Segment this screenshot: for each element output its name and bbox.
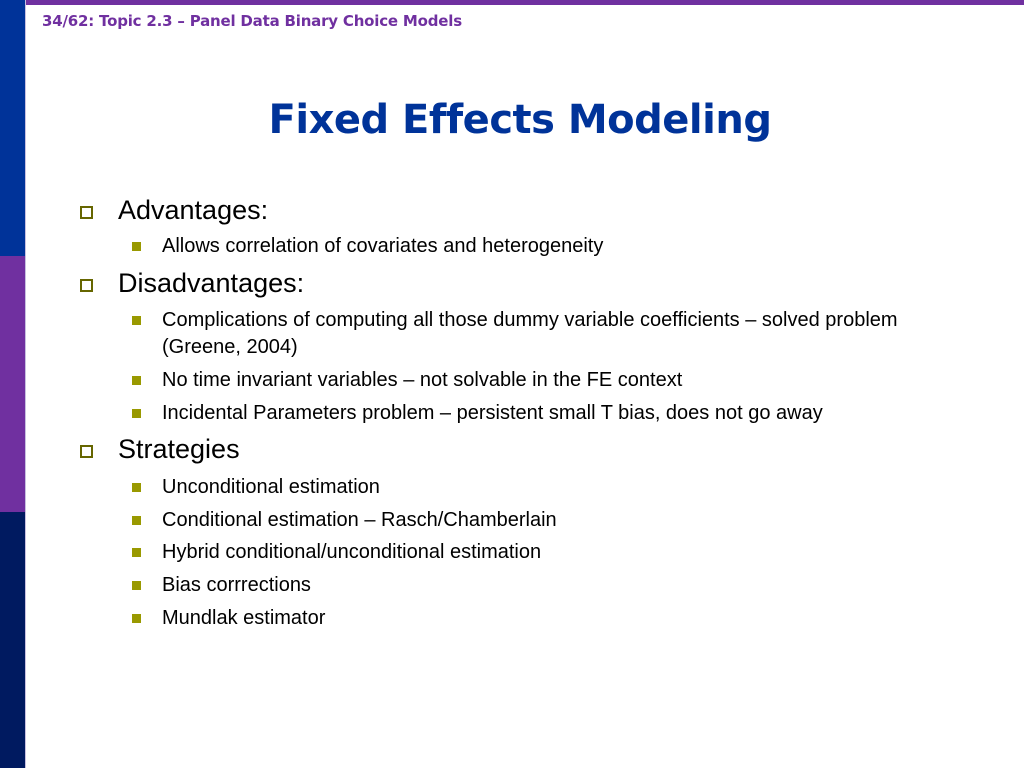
hollow-square-bullet-icon — [80, 279, 93, 292]
filled-square-bullet-icon — [132, 483, 141, 492]
top-accent-bar — [0, 0, 1024, 5]
filled-square-bullet-icon — [132, 242, 141, 251]
sidebar-band-purple — [0, 256, 25, 512]
list-item: Conditional estimation – Rasch/Chamberlain — [132, 507, 922, 534]
list-item: Complications of computing all those dummy variable coefficients – solved problem (Greene, 2004) — [132, 307, 922, 361]
filled-square-bullet-icon — [132, 409, 141, 418]
filled-square-bullet-icon — [132, 581, 141, 590]
slide-header: 34/62: Topic 2.3 – Panel Data Binary Choice Models — [42, 12, 462, 30]
list-item: Bias corrrections — [132, 572, 922, 599]
list-item: Mundlak estimator — [132, 605, 922, 632]
list-item: Hybrid conditional/unconditional estimation — [132, 539, 922, 566]
filled-square-bullet-icon — [132, 548, 141, 557]
hollow-square-bullet-icon — [80, 445, 93, 458]
sidebar-band-navy — [0, 512, 25, 768]
list-item: Unconditional estimation — [132, 474, 922, 501]
section-label: Strategies — [118, 434, 240, 464]
filled-square-bullet-icon — [132, 516, 141, 525]
filled-square-bullet-icon — [132, 316, 141, 325]
filled-square-bullet-icon — [132, 376, 141, 385]
section-advantages — [80, 195, 268, 226]
section-label: Disadvantages: — [118, 268, 305, 298]
section-label: Advantages: — [118, 195, 269, 225]
list-item: Allows correlation of covariates and heterogeneity — [132, 233, 922, 260]
list-item: No time invariant variables – not solvable in the FE context — [132, 367, 922, 394]
section-strategies — [80, 434, 240, 465]
slide-title: Fixed Effects Modeling — [268, 97, 772, 143]
section-disadvantages — [80, 268, 304, 299]
hollow-square-bullet-icon — [80, 206, 93, 219]
list-item: Incidental Parameters problem – persistent small T bias, does not go away — [132, 400, 922, 427]
filled-square-bullet-icon — [132, 614, 141, 623]
